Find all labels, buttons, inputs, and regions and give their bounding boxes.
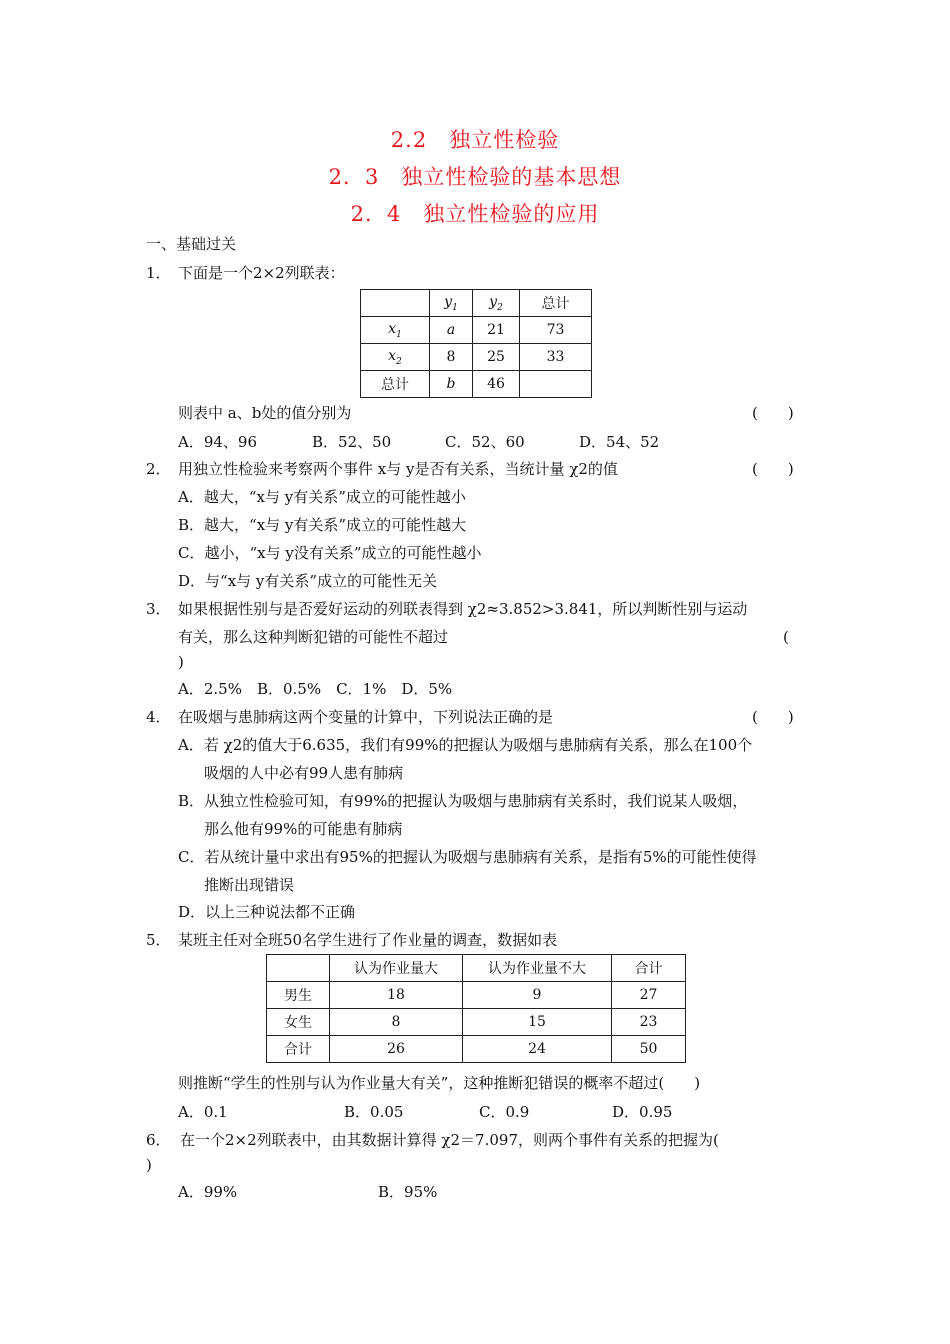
q1-option-c: C．52、60 [445, 433, 525, 451]
table-cell: $x_1$ [361, 317, 430, 344]
q6-number: 6． [146, 1131, 171, 1149]
table-row [361, 344, 592, 371]
q1-option-d: D．54、52 [579, 433, 660, 451]
q4-option-a-line2: 吸烟的人中必有99人患有肺病 [204, 764, 404, 782]
table-cell: 27 [612, 982, 686, 1009]
q2-stem: 用独立性检验来考察两个事件 x与 y是否有关系，当统计量 χ2的值 [178, 460, 618, 478]
q1-option-b: B．52、50 [312, 433, 392, 451]
table-cell: $y_2$ [473, 290, 520, 317]
q5-option-a: A．0.1 [178, 1103, 228, 1121]
q6-option-b: B．95% [378, 1183, 438, 1201]
q2-option-a: A．越大，“x与 y有关系”成立的可能性越小 [178, 488, 466, 506]
q4-option-a-line1: A．若 χ2的值大于6.635，我们有99%的把握认为吸烟与患肺病有关系，那么在100个 [178, 736, 753, 754]
table-cell: 46 [473, 371, 520, 398]
table-cell: a [430, 317, 473, 344]
q4-option-d: D．以上三种说法都不正确 [178, 903, 356, 921]
q1-ask: 则表中 a、b处的值分别为 [178, 404, 352, 422]
table-cell: 男生 [267, 982, 330, 1009]
q6-line2: ) [146, 1156, 152, 1174]
table-cell: 23 [612, 1009, 686, 1036]
q4-option-c-line2: 推断出现错误 [204, 876, 295, 894]
q5-number: 5． [146, 931, 171, 949]
q6-option-a: A．99% [178, 1183, 238, 1201]
q3-paren-open: ( [783, 628, 789, 646]
table-cell: 8 [330, 1009, 463, 1036]
table-cell: $y_1$ [430, 290, 473, 317]
q2-number: 2． [146, 460, 171, 478]
table-cell [520, 371, 592, 398]
table-row [361, 317, 592, 344]
q2-option-d: D．与“x与 y有关系”成立的可能性无关 [178, 572, 438, 590]
q5-option-d: D．0.95 [612, 1103, 673, 1121]
q3-line1: 如果根据性别与是否爱好运动的列联表得到 χ2≈3.852>3.841，所以判断性别与运动 [178, 600, 748, 618]
table-row [267, 1036, 686, 1063]
table-row [267, 982, 686, 1009]
q1-stem: 下面是一个2×2列联表： [178, 264, 345, 282]
q5-option-c: C．0.9 [479, 1103, 530, 1121]
title-2-3: 2．3 独立性检验的基本思想 [328, 165, 622, 189]
title-2-2: 2.2 独立性检验 [390, 128, 560, 152]
table-cell: b [430, 371, 473, 398]
table-cell: 9 [463, 982, 612, 1009]
table-row [267, 955, 686, 982]
table-cell: 73 [520, 317, 592, 344]
q5-ask: 则推断“学生的性别与认为作业量大有关”，这种推断犯错误的概率不超过( ) [178, 1074, 701, 1092]
table-cell [267, 955, 330, 982]
table-cell: 18 [330, 982, 463, 1009]
q2-option-c: C．越小，“x与 y没有关系”成立的可能性越小 [178, 544, 482, 562]
table-cell: 合计 [612, 955, 686, 982]
q3-line2: 有关，那么这种判断犯错的可能性不超过 [178, 628, 449, 646]
q4-answer-paren: ( ) [752, 708, 794, 726]
q3-number: 3． [146, 600, 171, 618]
table-cell [361, 290, 430, 317]
table-cell: 25 [473, 344, 520, 371]
q5-option-b: B．0.05 [344, 1103, 404, 1121]
q4-number: 4． [146, 708, 171, 726]
table-cell: 24 [463, 1036, 612, 1063]
table-cell: 33 [520, 344, 592, 371]
q4-option-b-line1: B．从独立性检验可知，有99%的把握认为吸烟与患肺病有关系时，我们说某人吸烟， [178, 792, 748, 810]
table-cell: 认为作业量不大 [463, 955, 612, 982]
table-row [267, 1009, 686, 1036]
table-cell: 21 [473, 317, 520, 344]
q1-option-a: A．94、96 [178, 433, 258, 451]
q5-stem: 某班主任对全班50名学生进行了作业量的调查，数据如表 [178, 931, 558, 949]
q3-options: A．2.5% B．0.5% C．1% D．5% [178, 680, 453, 698]
table-row [361, 371, 592, 398]
q1-table [360, 289, 592, 398]
table-cell: 26 [330, 1036, 463, 1063]
title-2-4: 2．4 独立性检验的应用 [350, 202, 600, 226]
q2-answer-paren: ( ) [752, 460, 794, 478]
q1-number: 1． [146, 264, 171, 282]
table-cell: 8 [430, 344, 473, 371]
table-cell: 总计 [361, 371, 430, 398]
section-heading: 一、基础过关 [146, 235, 237, 253]
q4-option-c-line1: C．若从统计量中求出有95%的把握认为吸烟与患肺病有关系，是指有5%的可能性使得 [178, 848, 757, 866]
q2-option-b: B．越大，“x与 y有关系”成立的可能性越大 [178, 516, 467, 534]
table-cell: 总计 [520, 290, 592, 317]
table-cell: 合计 [267, 1036, 330, 1063]
table-cell: 女生 [267, 1009, 330, 1036]
q4-stem: 在吸烟与患肺病这两个变量的计算中，下列说法正确的是 [178, 708, 554, 726]
table-cell: 15 [463, 1009, 612, 1036]
q4-option-b-line2: 那么他有99%的可能患有肺病 [204, 820, 403, 838]
q5-table [266, 954, 686, 1063]
table-cell: 认为作业量大 [330, 955, 463, 982]
table-cell: $x_2$ [361, 344, 430, 371]
table-cell: 50 [612, 1036, 686, 1063]
q6-line1: 在一个2×2列联表中，由其数据计算得 χ2＝7.097，则两个事件有关系的把握为( [180, 1131, 719, 1149]
table-row [361, 290, 592, 317]
q1-answer-paren: ( ) [752, 404, 794, 422]
q3-paren-close: ) [178, 653, 184, 671]
